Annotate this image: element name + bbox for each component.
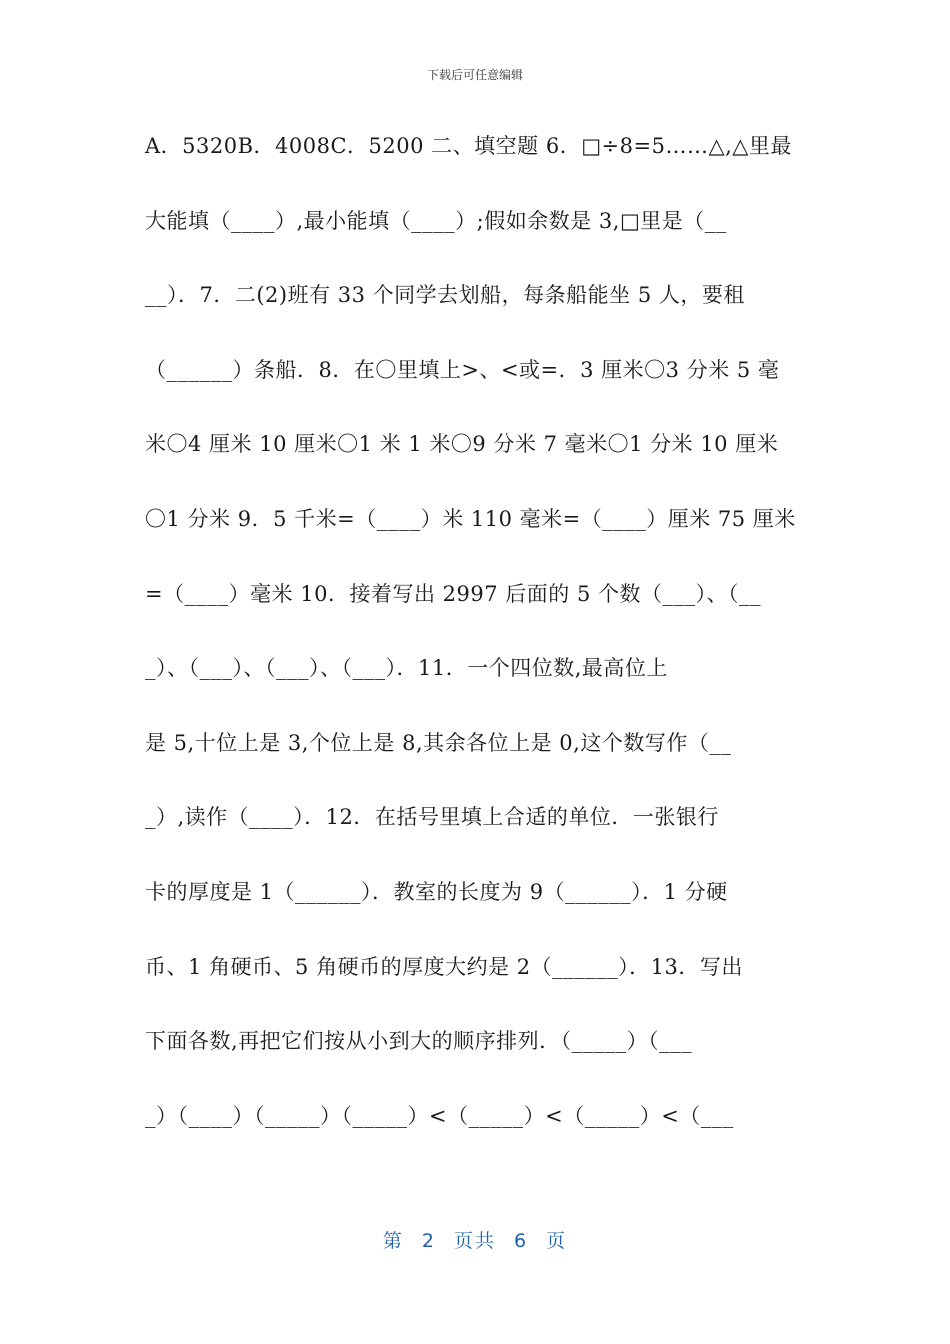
text-line: =（____）毫米 10．接着写出 2997 后面的 5 个数（___）、（__ [145,581,761,606]
text-line: 米〇4 厘米 10 厘米〇1 米 1 米〇9 分米 7 毫米〇1 分米 10 厘米 [145,432,779,457]
text-line: 下面各数,再把它们按从小到大的顺序排列．（_____）（___ [145,1029,693,1054]
text-line: 币、1 角硬币、5 角硬币的厚度大约是 2（______）．13．写出 [145,954,743,979]
text-line: 〇1 分米 9．5 千米=（____）米 110 毫米=（____）厘米 75 厘米 [145,506,796,531]
document-body [145,124,810,1168]
page-number-footer: 第 2 页共 6 页 [382,1230,568,1252]
text-line: （______）条船．8．在〇里填上>、<或=．3 厘米〇3 分米 5 毫 [145,357,780,382]
text-line: _）,读作（____）．12．在括号里填上合适的单位．一张银行 [145,805,719,830]
text-line: 大能填（____）,最小能填（____）;假如余数是 3,□里是（__ [145,208,727,233]
text-line: 是 5,十位上是 3,个位上是 8,其余各位上是 0,这个数写作（__ [145,730,732,755]
text-line: _）、（___）、（___）、（___）．11．一个四位数,最高位上 [145,656,668,681]
text-line: __）．7．二(2)班有 33 个同学去划船，每条船能坐 5 人，要租 [145,283,745,308]
text-line: 卡的厚度是 1（______）．教室的长度为 9（______）．1 分硬 [145,879,728,904]
page-header-note: 下载后可任意编辑 [426,68,523,82]
text-line: _）（____）（_____）（_____）<（_____）<（_____）<（___ [145,1103,734,1128]
text-line: A．5320B．4008C．5200 二、填空题 6．□÷8=5……△,△里最 [145,134,792,158]
